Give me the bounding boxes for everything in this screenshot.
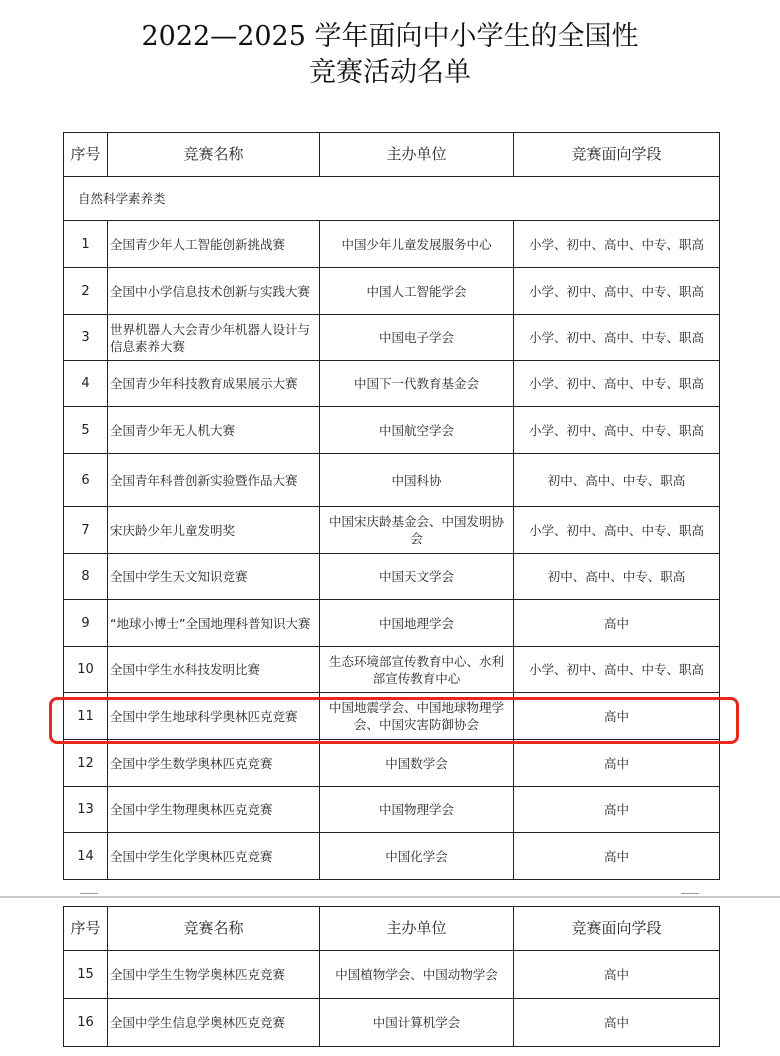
table-row xyxy=(64,787,720,833)
school-level: 小学、初中、高中、中专、职高 xyxy=(514,221,720,268)
table-row xyxy=(64,999,720,1047)
organizer-name: 中国电子学会 xyxy=(320,315,514,361)
table-row xyxy=(64,600,720,647)
school-level: 高中 xyxy=(514,740,720,787)
row-number: 16 xyxy=(64,999,108,1047)
competition-name: 全国中学生信息学奥林匹克竞赛 xyxy=(108,999,320,1047)
competition-name: 全国中学生天文知识竞赛 xyxy=(108,554,320,600)
competition-name: 全国中学生水科技发明比赛 xyxy=(108,647,320,693)
row-number: 3 xyxy=(64,315,108,361)
table-row xyxy=(64,740,720,787)
row-number: 1 xyxy=(64,221,108,268)
row-number: 10 xyxy=(64,647,108,693)
row-number: 8 xyxy=(64,554,108,600)
school-level: 高中 xyxy=(514,951,720,999)
table-row xyxy=(64,647,720,693)
header-organizer: 主办单位 xyxy=(320,907,514,951)
school-level: 小学、初中、高中、中专、职高 xyxy=(514,315,720,361)
competition-name: 世界机器人大会青少年机器人设计与信息素养大赛 xyxy=(108,315,320,361)
organizer-name: 中国科协 xyxy=(320,454,514,507)
competition-name: 全国中学生地球科学奥林匹克竞赛 xyxy=(108,693,320,740)
page-corner-mark xyxy=(80,893,98,894)
header-no: 序号 xyxy=(64,133,108,177)
organizer-name: 中国人工智能学会 xyxy=(320,268,514,315)
school-level: 小学、初中、高中、中专、职高 xyxy=(514,647,720,693)
school-level: 初中、高中、中专、职高 xyxy=(514,454,720,507)
row-number: 5 xyxy=(64,407,108,454)
row-number: 2 xyxy=(64,268,108,315)
header-no: 序号 xyxy=(64,907,108,951)
table-row xyxy=(64,268,720,315)
school-level: 高中 xyxy=(514,833,720,880)
competition-name: 全国青少年科技教育成果展示大赛 xyxy=(108,361,320,407)
row-number: 4 xyxy=(64,361,108,407)
row-number: 12 xyxy=(64,740,108,787)
school-level: 高中 xyxy=(514,999,720,1047)
row-number: 9 xyxy=(64,600,108,647)
competition-table-page-2 xyxy=(63,906,720,1047)
table-row xyxy=(64,221,720,268)
organizer-name: 中国航空学会 xyxy=(320,407,514,454)
category-row xyxy=(64,177,720,221)
competition-name: 全国青少年人工智能创新挑战赛 xyxy=(108,221,320,268)
school-level: 小学、初中、高中、中专、职高 xyxy=(514,407,720,454)
competition-name: 全国中小学信息技术创新与实践大赛 xyxy=(108,268,320,315)
page-title-line-1: 2022—2025 学年面向中小学生的全国性 xyxy=(141,21,639,52)
row-number: 11 xyxy=(64,693,108,740)
organizer-name: 生态环境部宣传教育中心、水利部宣传教育中心 xyxy=(320,647,514,693)
category-label: 自然科学素养类 xyxy=(64,177,720,221)
page-break xyxy=(0,896,780,898)
school-level: 小学、初中、高中、中专、职高 xyxy=(514,361,720,407)
highlight-box-row-11 xyxy=(49,697,739,744)
school-level: 初中、高中、中专、职高 xyxy=(514,554,720,600)
organizer-name: 中国物理学会 xyxy=(320,787,514,833)
organizer-name: 中国植物学会、中国动物学会 xyxy=(320,951,514,999)
school-level: 高中 xyxy=(514,600,720,647)
table-row xyxy=(64,407,720,454)
row-number: 6 xyxy=(64,454,108,507)
organizer-name: 中国计算机学会 xyxy=(320,999,514,1047)
competition-name: 全国青年科普创新实验暨作品大赛 xyxy=(108,454,320,507)
competition-table-page-1 xyxy=(63,132,720,880)
row-number: 7 xyxy=(64,507,108,554)
organizer-name: 中国下一代教育基金会 xyxy=(320,361,514,407)
competition-name: 宋庆龄少年儿童发明奖 xyxy=(108,507,320,554)
organizer-name: 中国地理学会 xyxy=(320,600,514,647)
table-row xyxy=(64,454,720,507)
table-row xyxy=(64,315,720,361)
organizer-name: 中国宋庆龄基金会、中国发明协会 xyxy=(320,507,514,554)
competition-name: 全国青少年无人机大赛 xyxy=(108,407,320,454)
school-level: 小学、初中、高中、中专、职高 xyxy=(514,268,720,315)
competition-name: 全国中学生生物学奥林匹克竞赛 xyxy=(108,951,320,999)
row-number: 13 xyxy=(64,787,108,833)
table-row xyxy=(64,554,720,600)
header-name: 竞赛名称 xyxy=(108,133,320,177)
table-row xyxy=(64,833,720,880)
page-title-line-2: 竞赛活动名单 xyxy=(309,57,471,88)
organizer-name: 中国数学会 xyxy=(320,740,514,787)
competition-name: 全国中学生数学奥林匹克竞赛 xyxy=(108,740,320,787)
table-row xyxy=(64,951,720,999)
organizer-name: 中国地震学会、中国地球物理学会、中国灾害防御协会 xyxy=(320,693,514,740)
table-header-row xyxy=(64,133,720,177)
header-organizer: 主办单位 xyxy=(320,133,514,177)
table-row xyxy=(64,361,720,407)
header-name: 竞赛名称 xyxy=(108,907,320,951)
row-number: 15 xyxy=(64,951,108,999)
header-level: 竞赛面向学段 xyxy=(514,907,720,951)
table-header-row xyxy=(64,907,720,951)
competition-name: “地球小博士”全国地理科普知识大赛 xyxy=(108,600,320,647)
school-level: 高中 xyxy=(514,693,720,740)
header-level: 竞赛面向学段 xyxy=(514,133,720,177)
organizer-name: 中国化学会 xyxy=(320,833,514,880)
row-number: 14 xyxy=(64,833,108,880)
competition-name: 全国中学生物理奥林匹克竞赛 xyxy=(108,787,320,833)
school-level: 小学、初中、高中、中专、职高 xyxy=(514,507,720,554)
organizer-name: 中国少年儿童发展服务中心 xyxy=(320,221,514,268)
competition-name: 全国中学生化学奥林匹克竞赛 xyxy=(108,833,320,880)
organizer-name: 中国天文学会 xyxy=(320,554,514,600)
school-level: 高中 xyxy=(514,787,720,833)
table-row xyxy=(64,507,720,554)
page-corner-mark xyxy=(681,893,699,894)
